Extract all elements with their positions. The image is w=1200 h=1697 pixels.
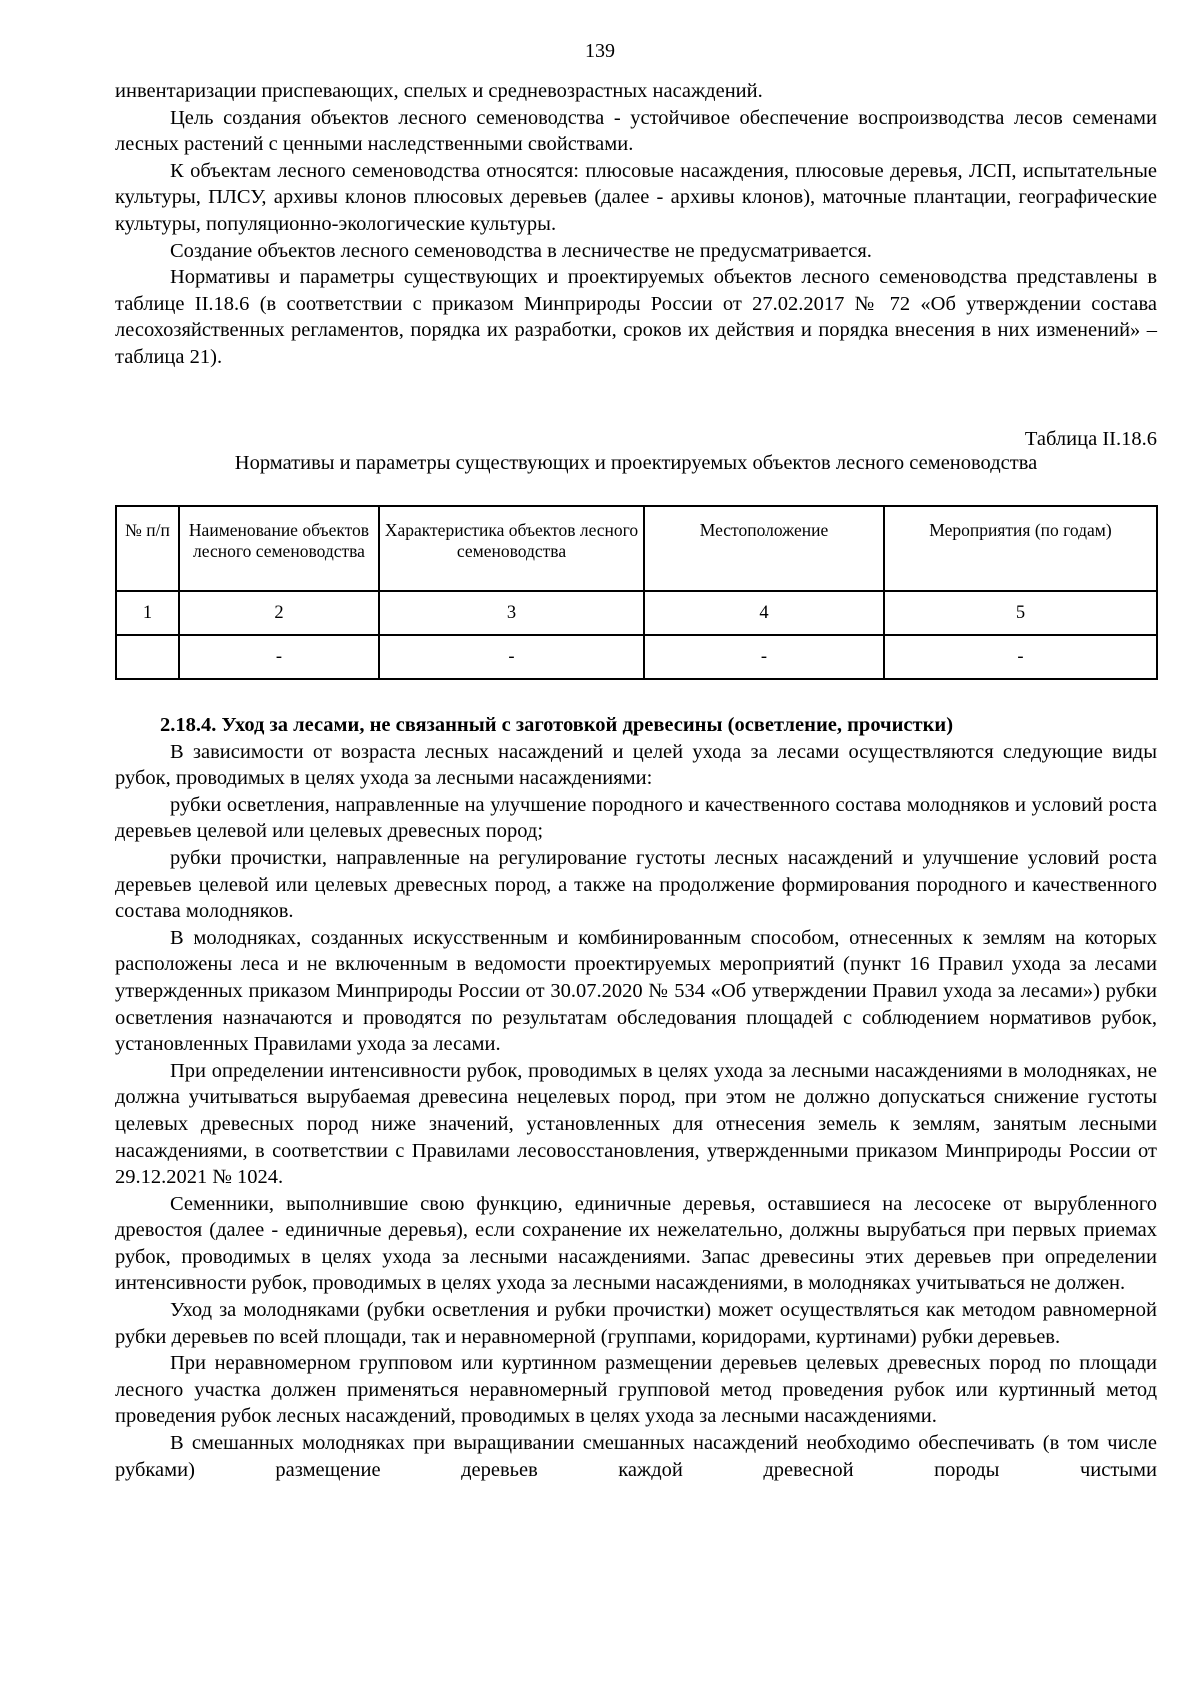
table-column-numbers-row	[116, 591, 1157, 635]
table-cell: -	[379, 635, 644, 679]
seed-objects-table	[115, 505, 1158, 680]
table-header-cell: Местоположение	[644, 506, 884, 591]
table-header-cell: Наименование объектов лесного семеноводства	[179, 506, 379, 591]
paragraph: К объектам лесного семеноводства относятся: плюсовые насаждения, плюсовые деревья, ЛСП, испытательные культуры, ПЛСУ, архивы клонов плюсовых деревьев (далее - архивы клонов), маточные плантации, географические культуры, популяционно-экологические культуры.	[115, 159, 1157, 235]
table-header-row	[116, 506, 1157, 591]
paragraph: При неравномерном групповом или куртинном размещении деревьев целевых древесных пород по площади лесного участка должен применяться неравномерный групповой метод проведения рубок или куртинный метод проведения рубок лесных насаждений, проводимых в целях ухода за лесными насаждениями.	[115, 1352, 1157, 1428]
intro-text	[115, 78, 1157, 371]
paragraph: рубки осветления, направленные на улучшение породного и качественного состава молодняков и условий роста деревьев целевой или целевых древесных пород;	[115, 793, 1157, 843]
paragraph: В молодняках, созданных искусственным и комбинированным способом, отнесенных к землям на которых расположены леса и не включенным в ведомости проектируемых мероприятий (пункт 16 Правил ухода за лесами утвержденных приказом Минприроды России от 30.07.2020 № 534 «Об утверждении Правил ухода за лесами») рубки осветления назначаются и проводятся по результатам обследования площадей с соблюдением нормативов рубок, установленных Правилами ухода за лесами.	[115, 926, 1157, 1056]
table-header-cell: Мероприятия (по годам)	[884, 506, 1157, 591]
table-row	[116, 635, 1157, 679]
paragraph: Уход за молодняками (рубки осветления и рубки прочистки) может осуществляться как методом равномерной рубки деревьев по всей площади, так и неравномерной (группами, коридорами, куртинами) рубки деревьев.	[115, 1299, 1157, 1348]
table-cell: 2	[179, 591, 379, 635]
table-header-cell: Характеристика объектов лесного семеноводства	[379, 506, 644, 591]
paragraph: инвентаризации приспевающих, спелых и средневозрастных насаждений.	[115, 80, 763, 102]
paragraph: рубки прочистки, направленные на регулирование густоты лесных насаждений и улучшение условий роста деревьев целевой или целевых древесных пород, а также на продолжение формирования породного и качественного состава молодняков.	[115, 846, 1157, 923]
table-cell: 4	[644, 591, 884, 635]
table-cell: -	[644, 635, 884, 679]
table-cell: 5	[884, 591, 1157, 635]
table-header-cell: № п/п	[116, 506, 179, 591]
table-title: Нормативы и параметры существующих и проектируемых объектов лесного семеноводства	[234, 452, 1038, 474]
paragraph: Цель создания объектов лесного семеноводства - устойчивое обеспечение воспроизводства лесов семенами лесных растений с ценными наследственными свойствами.	[115, 106, 1157, 156]
table-cell: 1	[116, 591, 179, 635]
table-cell: -	[884, 635, 1157, 679]
page-number: 139	[585, 40, 615, 62]
paragraph: В смешанных молодняках при выращивании смешанных насаждений необходимо обеспечивать (в том числе рубками) размещение деревьев каждой древесной породы чистыми	[115, 1432, 1157, 1481]
paragraph: В зависимости от возраста лесных насаждений и целей ухода за лесами осуществляются следующие виды рубок, проводимых в целях ухода за лесными насаждениями:	[115, 740, 1157, 790]
paragraph: Нормативы и параметры существующих и проектируемых объектов лесного семеноводства представлены в таблице II.18.6 (в соответствии с приказом Минприроды России от 27.02.2017 № 72 «Об утверждении состава лесохозяйственных регламентов, порядка их разработки, сроков их действия и порядка внесения в них изменений» – таблица 21).	[115, 266, 1157, 368]
section-heading: 2.18.4. Уход за лесами, не связанный с заготовкой древесины (осветление, прочистки)	[160, 714, 954, 736]
table-cell: -	[179, 635, 379, 679]
paragraph: Создание объектов лесного семеноводства в лесничестве не предусматривается.	[170, 239, 872, 262]
section-text	[115, 712, 1157, 1483]
paragraph: При определении интенсивности рубок, проводимых в целях ухода за лесными насаждениями в молодняках, не должна учитываться вырубаемая древесина нецелевых пород, при этом не должно допускаться снижение густоты целевых древесных пород ниже значений, установленных для отнесения земель к землям, занятым лесными насаждениями, в соответствии с Правилами лесовосстановления, утвержденными приказом Минприроды России от 29.12.2021 № 1024.	[115, 1059, 1157, 1189]
table-cell	[116, 635, 179, 679]
paragraph: Семенники, выполнившие свою функцию, единичные деревья, оставшиеся на лесосеке от вырубленного древостоя (далее - единичные деревья), если сохранение их нежелательно, должны вырубаться при первых приемах рубок, проводимых в целях ухода за лесными насаждениями. Запас древесины этих деревьев при определении интенсивности рубок, проводимых в целях ухода за лесными насаждениями, в молодняках учитываться не должен.	[115, 1192, 1157, 1295]
table-label: Таблица II.18.6	[1024, 428, 1157, 450]
table-cell: 3	[379, 591, 644, 635]
